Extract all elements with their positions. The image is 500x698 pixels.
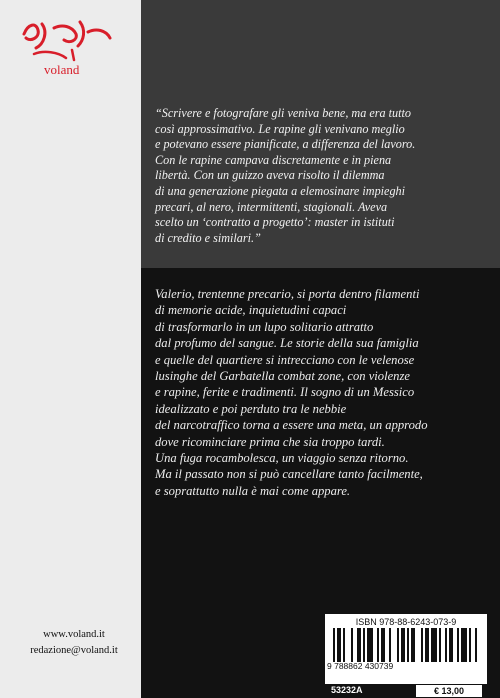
barcode-stripe [351,628,353,662]
quote-line: di una generazione piegata a elemosinare impieghi [155,183,406,198]
email-link[interactable]: redazione@voland.it [30,645,118,656]
barcode-stripe [363,628,365,662]
quote-line: di credito e similari.” [155,230,261,245]
barcode-stripe [343,628,345,662]
quote-line: e potevano essere pianificate, a differenza del lavoro. [155,137,416,152]
blurb-line: e quelle del quartiere si intrecciano con le velenose [155,352,415,367]
publisher-contacts [14,627,134,659]
barcode-stripe [461,628,467,662]
barcode-stripe [475,628,477,662]
barcode-stripe [449,628,453,662]
barcode-stripe [431,628,437,662]
voland-logo [14,14,126,80]
svg-text:voland: voland [44,62,80,77]
barcode-stripe [411,628,415,662]
blurb-line: di memorie acide, inquietudini capaci [155,303,347,318]
blurb-line: e soprattutto nulla è mai come appare. [155,483,351,498]
blurb-line: lusinghe del Garbatella combat zone, con violenze [155,369,410,384]
quote-line: così approssimativo. Le rapine gli venivano meglio [155,121,405,136]
blurb-line: di trasformarlo in un lupo solitario attratto [155,319,374,334]
barcode-stripe [469,628,471,662]
barcode-stripe [421,628,423,662]
barcode-stripe [377,628,379,662]
barcode-stripe [401,628,405,662]
left-strip [0,0,141,698]
blurb-line: e rapine, ferite e tradimenti. Il sogno di un Messico [155,385,415,400]
blurb-line: Una fuga rocambolesca, un viaggio senza ritorno. [155,451,409,466]
barcode-stripe [457,628,459,662]
quote-text [155,106,495,246]
isbn-text: ISBN 978-88-6243-073-9 [355,617,457,627]
barcode-stripe [337,628,341,662]
blurb-line: idealizzato e poi perduto tra le nebbie [155,401,347,416]
quote-line: scelto un ‘contratto a progetto’: master in istituti [155,215,395,230]
barcode-box [325,614,487,684]
quote-line: “Scrivere e fotografare gli veniva bene, ma era tutto [155,106,411,120]
barcode-stripe [357,628,361,662]
barcode-stripe [439,628,441,662]
barcode-stripe [397,628,399,662]
barcode-stripe [445,628,447,662]
barcode-stripe [407,628,409,662]
blurb-line: Ma il passato non si può cancellare tanto facilmente, [155,467,423,482]
barcode-digits: 9 788862 430739 [327,661,394,671]
barcode-stripe [389,628,391,662]
quote-line: libertà. Con un guizzo aveva risolto il dilemma [155,168,385,183]
code-row [325,684,487,698]
barcode-bars [333,628,481,662]
barcode-stripe [381,628,385,662]
blurb-line: del narcotraffico torna a essere una meta, un approdo [155,418,428,433]
barcode-stripe [367,628,373,662]
product-code: 53232A [331,685,363,695]
price-tag: € 13,00 [415,684,483,698]
blurb-line: dove ricominciare prima che sia troppo tardi. [155,434,385,449]
blurb-line: dal profumo del sangue. Le storie della sua famiglia [155,336,419,351]
quote-line: Con le rapine campava discretamente e in piena [155,152,392,167]
blurb-text [155,286,495,499]
blurb-line: Valerio, trentenne precario, si porta dentro filamenti [155,287,420,301]
quote-line: precari, al nero, intermittenti, stagionali. Aveva [155,199,388,214]
barcode-stripe [425,628,429,662]
barcode-stripe [333,628,335,662]
website-link[interactable]: www.voland.it [43,629,105,640]
